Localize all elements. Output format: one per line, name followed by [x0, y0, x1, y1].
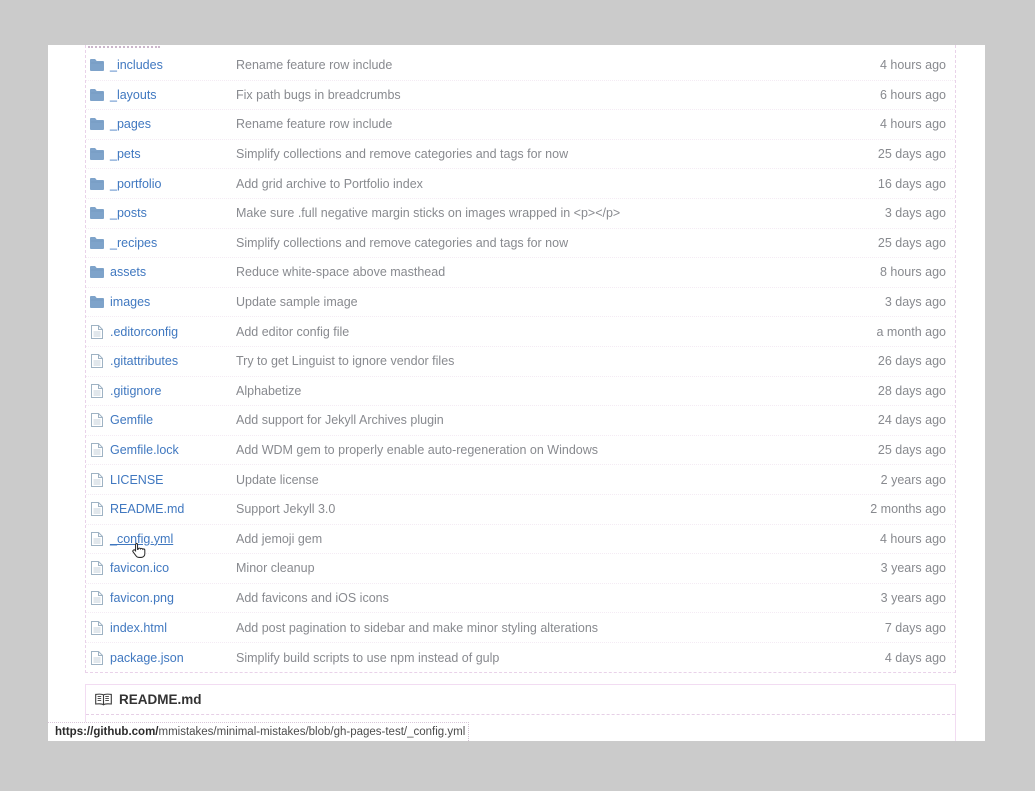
file-icon — [89, 354, 105, 368]
commit-age: 3 days ago — [884, 295, 946, 310]
commit-message-link[interactable]: Rename feature row include — [236, 58, 393, 73]
file-icon — [89, 443, 105, 457]
file-name-cell — [86, 265, 236, 279]
commit-message-link[interactable]: Update license — [236, 472, 319, 487]
table-row — [86, 169, 955, 199]
commit-message-link[interactable]: Add editor config file — [236, 324, 350, 339]
file-name-link[interactable]: _posts — [110, 206, 147, 221]
file-name-link[interactable]: _pets — [110, 147, 141, 162]
table-row — [86, 258, 955, 288]
commit-message-link[interactable]: Simplify build scripts to use npm instead of gulp — [236, 650, 500, 665]
file-name-cell — [86, 413, 236, 427]
file-name-cell — [86, 473, 236, 487]
commit-message-link[interactable]: Add post pagination to sidebar and make minor styling alterations — [236, 620, 599, 635]
file-name-link[interactable]: .gitignore — [110, 383, 162, 398]
commit-message-cell — [236, 265, 825, 279]
commit-message-link[interactable]: Add support for Jekyll Archives plugin — [236, 413, 444, 428]
table-row — [86, 554, 955, 584]
commit-message-cell — [236, 532, 825, 546]
file-name-link[interactable]: package.json — [110, 650, 184, 665]
commit-message-link[interactable]: Support Jekyll 3.0 — [236, 502, 336, 517]
commit-message-link[interactable]: Add jemoji gem — [236, 531, 323, 546]
table-row — [86, 140, 955, 170]
file-icon — [89, 651, 105, 665]
file-name-link[interactable]: _recipes — [110, 235, 158, 250]
table-row — [86, 406, 955, 436]
file-name-cell — [86, 325, 236, 339]
commit-message-link[interactable]: Make sure .full negative margin sticks on images wrapped in <p></p> — [236, 206, 621, 221]
file-name-link[interactable]: assets — [110, 265, 147, 280]
commit-message-cell — [236, 413, 825, 427]
table-row — [86, 51, 955, 81]
commit-age: 3 years ago — [880, 561, 946, 576]
commit-age: 8 hours ago — [879, 265, 946, 280]
file-icon — [89, 591, 105, 605]
table-row — [86, 584, 955, 614]
file-name-cell — [86, 561, 236, 575]
table-row — [86, 199, 955, 229]
file-name-link[interactable]: .editorconfig — [110, 324, 179, 339]
commit-age: 25 days ago — [877, 147, 946, 162]
table-row — [86, 288, 955, 318]
commit-message-link[interactable]: Update sample image — [236, 295, 358, 310]
file-name-cell — [86, 236, 236, 250]
file-icon — [89, 532, 105, 546]
commit-age: 2 years ago — [880, 472, 946, 487]
file-name-cell — [86, 58, 236, 72]
commit-message-cell — [236, 117, 825, 131]
file-name-link[interactable]: _config.yml — [110, 531, 174, 546]
table-row — [86, 525, 955, 555]
commit-message-cell — [236, 58, 825, 72]
commit-age: 4 hours ago — [879, 531, 946, 546]
commit-message-link[interactable]: Add grid archive to Portfolio index — [236, 176, 423, 191]
file-name-cell — [86, 502, 236, 516]
table-row — [86, 465, 955, 495]
commit-age: 25 days ago — [877, 235, 946, 250]
file-name-cell — [86, 295, 236, 309]
file-name-link[interactable]: favicon.png — [110, 590, 174, 605]
commit-message-cell — [236, 325, 825, 339]
commit-message-link[interactable]: Minor cleanup — [236, 561, 315, 576]
commit-message-cell — [236, 384, 825, 398]
commit-message-link[interactable]: Alphabetize — [236, 383, 302, 398]
browser-page — [48, 45, 985, 741]
file-name-cell — [86, 532, 236, 546]
folder-icon — [89, 178, 105, 190]
table-row — [86, 347, 955, 377]
commit-message-cell — [236, 561, 825, 575]
file-name-link[interactable]: .gitattributes — [110, 354, 179, 369]
file-icon — [89, 502, 105, 516]
table-top-border-fragment — [88, 46, 160, 48]
commit-message-cell — [236, 443, 825, 457]
file-name-link[interactable]: Gemfile.lock — [110, 443, 179, 458]
folder-icon — [89, 207, 105, 219]
folder-icon — [89, 148, 105, 160]
file-name-link[interactable]: README.md — [110, 502, 185, 517]
table-row — [86, 110, 955, 140]
file-name-cell — [86, 206, 236, 220]
file-name-link[interactable]: favicon.ico — [110, 561, 170, 576]
commit-age: 16 days ago — [877, 176, 946, 191]
commit-age: 4 hours ago — [879, 58, 946, 73]
file-name-cell — [86, 651, 236, 665]
file-table — [85, 45, 956, 673]
commit-message-cell — [236, 473, 825, 487]
commit-message-cell — [236, 147, 825, 161]
browser-status-bar — [48, 722, 469, 741]
file-icon — [89, 473, 105, 487]
file-name-link[interactable]: images — [110, 295, 151, 310]
file-icon — [89, 384, 105, 398]
folder-icon — [89, 59, 105, 71]
commit-message-cell — [236, 295, 825, 309]
file-name-cell — [86, 177, 236, 191]
commit-message-cell — [236, 236, 825, 250]
commit-age: 6 hours ago — [879, 87, 946, 102]
commit-age: 28 days ago — [877, 383, 946, 398]
commit-message-link[interactable]: Add favicons and iOS icons — [236, 590, 389, 605]
table-row — [86, 81, 955, 111]
commit-message-link[interactable]: Try to get Linguist to ignore vendor files — [236, 354, 455, 369]
commit-message-link[interactable]: Reduce white-space above masthead — [236, 265, 446, 280]
file-name-cell — [86, 88, 236, 102]
file-icon — [89, 413, 105, 427]
commit-message-link[interactable]: Simplify collections and remove categories and tags for now — [236, 147, 569, 162]
commit-age: 24 days ago — [877, 413, 946, 428]
folder-icon — [89, 118, 105, 130]
file-name-cell — [86, 147, 236, 161]
file-name-link[interactable]: LICENSE — [110, 472, 164, 487]
commit-message-link[interactable]: Add WDM gem to properly enable auto-regeneration on Windows — [236, 443, 598, 458]
book-icon — [95, 693, 112, 706]
file-name-link[interactable]: _includes — [110, 58, 163, 73]
file-name-link[interactable]: _pages — [110, 117, 152, 132]
file-name-cell — [86, 621, 236, 635]
commit-message-cell — [236, 354, 825, 368]
table-row — [86, 436, 955, 466]
commit-age: 3 days ago — [884, 206, 946, 221]
file-name-cell — [86, 384, 236, 398]
commit-message-cell — [236, 621, 825, 635]
file-name-cell — [86, 354, 236, 368]
commit-message-cell — [236, 206, 825, 220]
table-row — [86, 643, 955, 673]
status-url-domain: https://github.com/ — [55, 726, 159, 738]
file-name-link[interactable]: _portfolio — [110, 176, 162, 191]
file-name-link[interactable]: _layouts — [110, 87, 157, 102]
commit-age: 7 days ago — [884, 620, 946, 635]
file-name-cell — [86, 591, 236, 605]
file-name-cell — [86, 443, 236, 457]
commit-age: 26 days ago — [877, 354, 946, 369]
table-row — [86, 317, 955, 347]
commit-message-link[interactable]: Simplify collections and remove categories and tags for now — [236, 235, 569, 250]
file-table-rows — [86, 51, 955, 672]
commit-age: 4 hours ago — [879, 117, 946, 132]
table-row — [86, 377, 955, 407]
file-name-link[interactable]: Gemfile — [110, 413, 154, 428]
status-url-path: mmistakes/minimal-mistakes/blob/gh-pages-test/_config.yml — [158, 726, 466, 738]
table-row — [86, 495, 955, 525]
commit-message-cell — [236, 502, 825, 516]
folder-icon — [89, 237, 105, 249]
table-row — [86, 613, 955, 643]
hand-pointer-cursor-icon — [130, 542, 146, 560]
folder-icon — [89, 266, 105, 278]
commit-message-cell — [236, 88, 825, 102]
file-name-link[interactable]: index.html — [110, 620, 167, 635]
readme-header — [86, 685, 955, 715]
folder-icon — [89, 89, 105, 101]
commit-message-link[interactable]: Fix path bugs in breadcrumbs — [236, 87, 401, 102]
commit-age: 25 days ago — [877, 443, 946, 458]
folder-icon — [89, 296, 105, 308]
commit-age: 2 months ago — [870, 502, 946, 517]
file-name-cell — [86, 117, 236, 131]
commit-age: a month ago — [876, 324, 946, 339]
commit-age: 3 years ago — [880, 590, 946, 605]
commit-message-link[interactable]: Rename feature row include — [236, 117, 393, 132]
file-icon — [89, 621, 105, 635]
commit-age: 4 days ago — [884, 650, 946, 665]
commit-message-cell — [236, 591, 825, 605]
readme-title: README.md — [119, 692, 202, 707]
table-row — [86, 229, 955, 259]
file-icon — [89, 325, 105, 339]
commit-message-cell — [236, 651, 825, 665]
file-icon — [89, 561, 105, 575]
commit-message-cell — [236, 177, 825, 191]
